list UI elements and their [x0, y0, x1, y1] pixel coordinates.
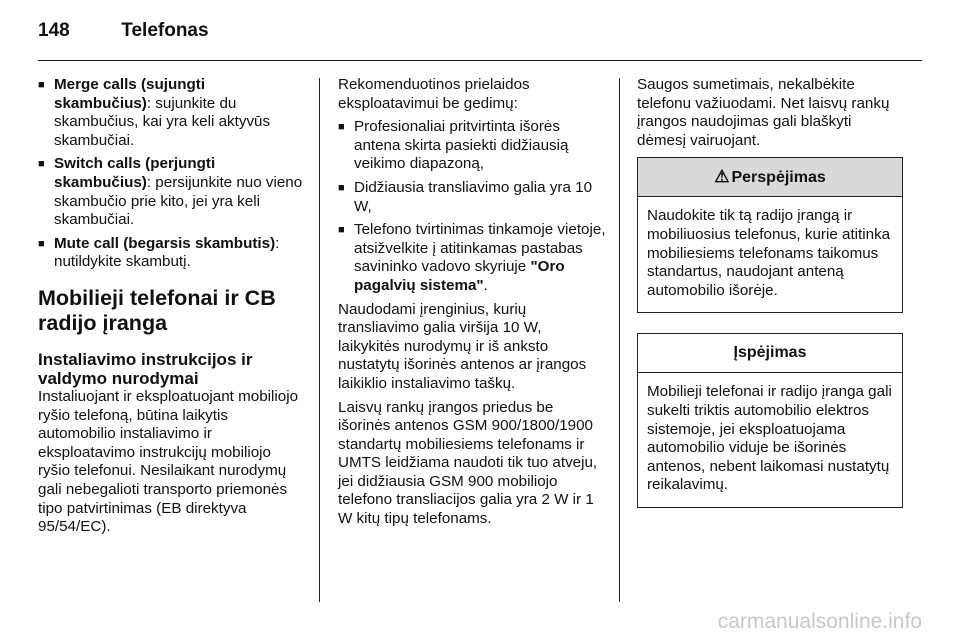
paragraph: Saugos sumetimais, nekalbėkite telefonu važiuodami. Net laisvų rankų įrangos naudojimas gali blaškyti dėmesį vairuojant.: [637, 76, 890, 149]
list-item: ■ Merge calls (sujungti skambučius): sujunkite du skambučius, kai yra keli aktyvūs skambučiai.: [38, 76, 306, 150]
watermark: carmanualsonline.info: [717, 610, 922, 633]
column-2: [338, 76, 606, 534]
warning-box-header: ⚠ Perspėjimas: [638, 158, 902, 197]
page-title: Telefonas: [121, 20, 209, 41]
notice-box-header: Įspėjimas: [638, 334, 902, 373]
warning-box-text: Naudokite tik tą radijo įrangą ir mobiliuosius telefonus, kurie atitinka mobiliesiems telefonams taikomus standartus, naudojant anteną automobilio išorėje.: [647, 207, 891, 299]
list-item: ■ Mute call (begarsis skambutis): nutildykite skambutį.: [38, 235, 306, 272]
cross-reference-link[interactable]: "Oro pagalvių sistema": [354, 258, 565, 294]
column-3: [637, 76, 903, 508]
notice-box: [637, 333, 903, 508]
notice-box-text: Mobilieji telefonai ir radijo įranga gali sukelti triktis automobilio elektros sistemoje, jei eksploatuojama automobilio viduje be išorinės antenos, nebent laikomasi nustatytų reikalavimų.: [647, 383, 892, 494]
list-item: ■ Profesionaliai pritvirtinta išorės antena skirta pasiekti didžiausią veikimo diapazoną,: [338, 118, 606, 174]
warning-triangle-icon: ⚠: [714, 167, 730, 187]
page-header: [38, 20, 209, 42]
section-title: Mobilieji telefonai ir CB radijo įranga: [38, 285, 276, 335]
column-divider-1: [319, 78, 320, 602]
page-number: 148: [38, 20, 70, 41]
paragraph: Instaliuojant ir eksploatuojant mobiliojo ryšio telefoną, būtina laikytis automobilio instaliavimo ir eksploatavimo instrukcijų mobiliojo ryšio telefonui. Nesilaikant nurodymų gali nebegalioti transporto priemonės tipo patvirtinimas (EB direktyva 95/54/EC).: [38, 387, 299, 536]
paragraph: Naudodami įrenginius, kurių transliavimo galia viršija 10 W, laikykitės nurodymų ir iš anksto nustatytų išorinės antenos ar įrangos laikiklio instaliavimo taškų.: [338, 300, 587, 392]
list-item: ■ Telefono tvirtinimas tinkamoje vietoje, atsižvelkite į atitinkamas pastabas savininko vadovo skyriuje "Oro pagalvių sistema".: [338, 221, 606, 295]
warning-box: [637, 157, 903, 313]
list-item: ■ Switch calls (perjungti skambučius): persijunkite nuo vieno skambučio prie kito, jei yra keli skambučiai.: [38, 155, 306, 229]
column-1: [38, 76, 306, 542]
header-rule: [38, 60, 922, 61]
column-divider-2: [619, 78, 620, 602]
paragraph: Laisvų rankų įrangos priedus be išorinės antenos GSM 900/1800/1900 standartų mobiliesiems telefonams ir UMTS leidžiama naudoti tik tuo atveju, jei didžiausia GSM 900 mobiliojo telefono transliacijos galia yra 2 W ir 1 W kitų tipų telefonams.: [338, 398, 598, 528]
paragraph: Rekomenduotinos prielaidos eksploatavimui be gedimų:: [338, 76, 530, 112]
subsection-title: Instaliavimo instrukcijos ir valdymo nurodymai: [38, 349, 253, 388]
list-item: ■ Didžiausia transliavimo galia yra 10 W,: [338, 179, 606, 216]
